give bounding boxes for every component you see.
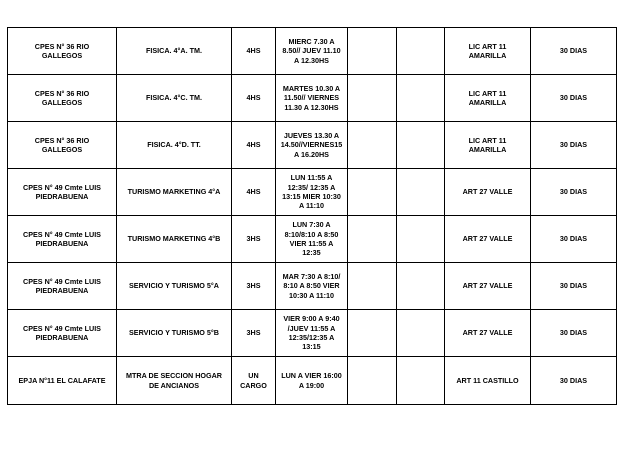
- table-row: [8, 263, 617, 310]
- schedule-cell: [276, 357, 348, 405]
- duration-cell-text: 30 DIAS: [559, 140, 588, 150]
- blank-cell-b: [397, 263, 445, 310]
- subject-cell-text: MTRA DE SECCION HOGAR DE ANCIANOS: [126, 371, 222, 390]
- institution-cell: [8, 75, 117, 122]
- article-cell-text: ART 27 VALLE: [462, 281, 513, 291]
- table-row: [8, 169, 617, 216]
- hours-cell-text: 3HS: [246, 281, 261, 291]
- institution-cell-text: CPES N° 49 Cmte LUIS PIEDRABUENA: [23, 229, 101, 248]
- duration-cell-text: 30 DIAS: [559, 281, 588, 291]
- institution-cell-text: CPES N° 49 Cmte LUIS PIEDRABUENA: [23, 182, 101, 201]
- subject-cell: [117, 28, 232, 75]
- institution-cell-text: CPES N° 36 RIO GALLEGOS: [34, 88, 90, 107]
- duration-cell-text: 30 DIAS: [559, 375, 588, 385]
- subject-cell: [117, 310, 232, 357]
- hours-cell-text: 3HS: [246, 234, 261, 244]
- institution-cell: [8, 169, 117, 216]
- schedule-cell: [276, 169, 348, 216]
- schedule-cell-text: LUN 11:55 A 12:35/ 12:35 A 13:15 MIER 10:30 A 11:10: [282, 173, 341, 211]
- subject-cell: [117, 357, 232, 405]
- blank-cell-a: [348, 169, 397, 216]
- hours-cell: [232, 169, 276, 216]
- blank-cell-a: [348, 216, 397, 263]
- article-cell: [445, 263, 531, 310]
- article-cell: [445, 169, 531, 216]
- subject-cell-text: SERVICIO Y TURISMO 5°A: [129, 281, 219, 291]
- duration-cell-text: 30 DIAS: [559, 187, 588, 197]
- article-cell: [445, 310, 531, 357]
- institution-cell: [8, 263, 117, 310]
- institution-cell: [8, 216, 117, 263]
- hours-cell-text: 4HS: [246, 93, 261, 103]
- table-row: [8, 216, 617, 263]
- hours-cell: [232, 216, 276, 263]
- schedule-cell-text: MARTES 10.30 A 11.50// VIERNES 11.30 A 12.30HS: [282, 84, 341, 112]
- schedule-cell-text: VIER 9:00 A 9:40 /JUEV 11:55 A 12:35/12:35 A 13:15: [283, 314, 340, 352]
- subject-cell: [117, 263, 232, 310]
- article-cell: [445, 75, 531, 122]
- schedule-cell-text: LUN A VIER 16:00 A 19:00: [281, 371, 342, 390]
- hours-cell-text: UN CARGO: [240, 371, 267, 390]
- subject-cell-text: TURISMO MARKETING 4°B: [127, 234, 221, 244]
- duration-cell: [531, 169, 617, 216]
- schedule-cell: [276, 122, 348, 169]
- blank-cell-a: [348, 310, 397, 357]
- article-cell-text: LIC ART 11 AMARILLA: [468, 88, 507, 107]
- hours-cell-text: 4HS: [246, 140, 261, 150]
- institution-cell-text: CPES N° 49 Cmte LUIS PIEDRABUENA: [23, 276, 101, 295]
- hours-cell: [232, 122, 276, 169]
- institution-cell-text: CPES N° 36 RIO GALLEGOS: [34, 41, 90, 60]
- subject-cell: [117, 122, 232, 169]
- subject-cell-text: FISICA. 4°D. TT.: [147, 140, 201, 150]
- duration-cell: [531, 263, 617, 310]
- subject-cell-text: SERVICIO Y TURISMO 5°B: [129, 328, 219, 338]
- hours-cell-text: 3HS: [246, 328, 261, 338]
- subject-cell-text: TURISMO MARKETING 4°A: [127, 187, 221, 197]
- article-cell-text: ART 11 CASTILLO: [456, 375, 519, 385]
- institution-cell: [8, 28, 117, 75]
- hours-cell: [232, 357, 276, 405]
- schedule-cell: [276, 216, 348, 263]
- blank-cell-b: [397, 216, 445, 263]
- duration-cell: [531, 310, 617, 357]
- subject-cell: [117, 75, 232, 122]
- subject-cell-text: FISICA. 4°A. TM.: [146, 46, 202, 56]
- hours-cell: [232, 310, 276, 357]
- blank-cell-a: [348, 263, 397, 310]
- schedule-cell: [276, 75, 348, 122]
- subject-cell-text: FISICA. 4°C. TM.: [146, 93, 202, 103]
- blank-cell-b: [397, 75, 445, 122]
- article-cell-text: ART 27 VALLE: [462, 234, 513, 244]
- duration-cell: [531, 216, 617, 263]
- table-row: [8, 28, 617, 75]
- schedule-cell-text: MIERC 7.30 A 8.50// JUEV 11.10 A 12.30HS: [282, 37, 341, 65]
- institution-cell-text: CPES N° 36 RIO GALLEGOS: [34, 135, 90, 154]
- duration-cell: [531, 122, 617, 169]
- table-row: [8, 310, 617, 357]
- table-row: [8, 122, 617, 169]
- subject-cell: [117, 169, 232, 216]
- blank-cell-a: [348, 122, 397, 169]
- schedule-cell-text: JUEVES 13.30 A 14.50//VIERNES15 A 16.20HS: [280, 131, 343, 159]
- hours-cell-text: 4HS: [246, 187, 261, 197]
- article-cell-text: LIC ART 11 AMARILLA: [468, 135, 507, 154]
- duration-cell-text: 30 DIAS: [559, 93, 588, 103]
- institution-cell: [8, 122, 117, 169]
- blank-cell-a: [348, 357, 397, 405]
- hours-cell: [232, 263, 276, 310]
- blank-cell-b: [397, 357, 445, 405]
- institution-cell-text: EPJA N°11 EL CALAFATE: [18, 375, 106, 385]
- duration-cell-text: 30 DIAS: [559, 328, 588, 338]
- hours-cell-text: 4HS: [246, 46, 261, 56]
- blank-cell-b: [397, 28, 445, 75]
- article-cell: [445, 216, 531, 263]
- article-cell: [445, 122, 531, 169]
- article-cell-text: LIC ART 11 AMARILLA: [468, 41, 507, 60]
- duration-cell: [531, 28, 617, 75]
- article-cell-text: ART 27 VALLE: [462, 187, 513, 197]
- duration-cell: [531, 357, 617, 405]
- article-cell-text: ART 27 VALLE: [462, 328, 513, 338]
- institution-cell: [8, 357, 117, 405]
- duration-cell-text: 30 DIAS: [559, 234, 588, 244]
- schedule-cell: [276, 263, 348, 310]
- table-row: [8, 357, 617, 405]
- institution-cell-text: CPES N° 49 Cmte LUIS PIEDRABUENA: [23, 323, 101, 342]
- table-row: [8, 75, 617, 122]
- hours-cell: [232, 28, 276, 75]
- hours-cell: [232, 75, 276, 122]
- article-cell: [445, 357, 531, 405]
- article-cell: [445, 28, 531, 75]
- blank-cell-b: [397, 122, 445, 169]
- schedule-cell: [276, 28, 348, 75]
- schedule-cell-text: LUN 7:30 A 8:10/8:10 A 8:50 VIER 11:55 A 12:35: [284, 220, 339, 258]
- duration-cell-text: 30 DIAS: [559, 46, 588, 56]
- blank-cell-a: [348, 28, 397, 75]
- schedule-body: [8, 28, 617, 405]
- blank-cell-b: [397, 169, 445, 216]
- duration-cell: [531, 75, 617, 122]
- schedule-cell: [276, 310, 348, 357]
- blank-cell-b: [397, 310, 445, 357]
- schedule-cell-text: MAR 7:30 A 8:10/ 8:10 A 8:50 VIER 10:30 A 11:10: [282, 272, 341, 300]
- blank-cell-a: [348, 75, 397, 122]
- institution-cell: [8, 310, 117, 357]
- schedule-table: [7, 27, 617, 405]
- subject-cell: [117, 216, 232, 263]
